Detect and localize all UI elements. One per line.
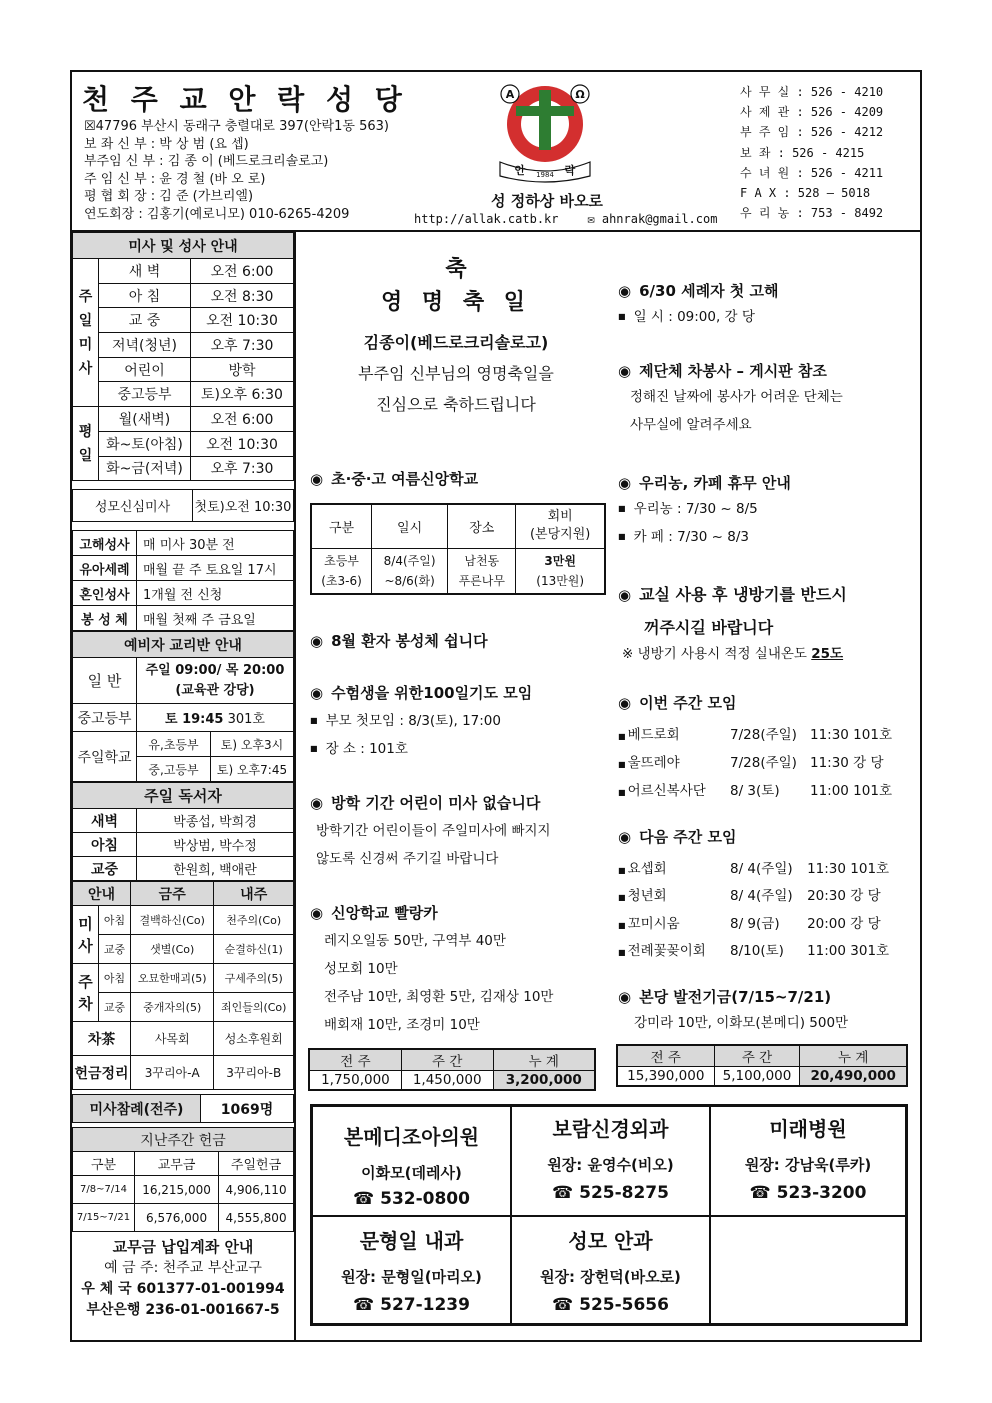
total-value: 1,450,000 [401,1071,493,1090]
ad-doctor: 원장: 문형일(마리오) [341,1268,482,1286]
mass-name: 새 벽 [99,259,191,284]
vacation-line: 않도록 신경써 주기길 바랍니다 [316,851,499,867]
sacrament-desc: 매 미사 30분 전 [137,531,294,556]
meeting-time: 11:00 301호 [807,943,890,960]
cash-this: 3꾸리아-A [131,1056,214,1090]
mass-time: 오전 6:00 [191,259,294,284]
mass-name: 저녁(청년) [99,333,191,358]
piggy-total-table [308,1048,596,1091]
staff-line: 평 협 회 장 : 김 준 (가브리엘) [84,189,254,204]
mass-name: 중고등부 [99,382,191,407]
ads-grid [310,1104,908,1326]
vacation-notice [310,792,551,873]
meeting-date: 8/10(토) [730,943,784,960]
guide-park-label: 주 차 [73,964,99,1022]
confession-title: ◉ 6/30 세례자 첫 고해 [618,282,779,300]
meeting-name: ■ 요셉회 [618,860,667,877]
contact-web [414,212,717,226]
account-line: 우 체 국 601377-01-001994 [81,1281,285,1298]
catechism-general-time: 주일 09:00/ 목 20:00 (교육관 강당) [137,658,294,704]
meeting-time: 11:30 101호 [809,727,892,743]
confession-item: ■ 일 시 : 09:00, 강 당 [618,303,779,331]
mass-time: 오후 7:30 [191,333,294,358]
logo-text-an: 안 [514,164,526,177]
ad-clinic [710,1106,906,1216]
guide-this: 샛별(Co) [131,935,214,964]
confession-notice [618,280,779,331]
ad-clinic [312,1216,511,1324]
meeting-date: 8/ 4(주일) [730,860,793,877]
email-link[interactable]: ✉ ahnrak@gmail.com [587,212,718,226]
meeting-name: ■ 전례꽃꽂이회 [618,943,706,960]
meeting-date: 8/ 4(주일) [730,888,793,905]
exam-title: ◉ 수험생을 위한100일기도 모임 [310,684,533,702]
camp-cell: 남천동 푸른나무 [448,548,516,594]
offering-header: 구분 [73,1152,135,1176]
sacrament-name: 혼인성사 [73,581,137,606]
offering-dues: 16,215,000 [135,1176,219,1204]
phone-line: 보 좌 : 526 - 4215 [740,145,865,160]
feast-block [306,252,606,415]
mass-name: 화~금(저녁) [99,456,191,481]
heart-mass-time: 첫토)오전 10:30 [193,490,294,522]
main-content [296,232,920,1342]
this-week-table [618,719,908,803]
attendance-value: 1069명 [201,1095,294,1123]
piggy-line: 전주남 10만, 최영환 5만, 김재상 10만 [324,989,554,1005]
meeting-name: ■ 청년회 [618,888,667,905]
sunday-school-label: 주일학교 [73,732,137,782]
ad-phone: ☎ 532-0800 [353,1189,470,1209]
offering-dues: 6,576,000 [135,1204,219,1232]
next-week-title: ◉ 다음 주간 모임 [618,828,737,846]
fund-notice [618,986,848,1037]
heart-mass-name: 성모신심미사 [73,490,193,522]
school-time: 토) 오후3시 [211,732,294,757]
mass-title: 미사 및 성사 안내 [73,233,294,259]
volunteer-line: 정해진 날짜에 봉사가 어려운 단체는 [630,389,843,405]
phone-line: 우 리 농 : 753 - 8492 [740,206,884,221]
meeting-name: ■ 어르신복사단 [618,783,706,799]
total-value: 3,200,000 [493,1071,595,1090]
reader-mass: 아침 [73,833,137,857]
total-value: 5,100,000 [714,1067,800,1086]
meeting-name: ■ 꼬미시움 [618,915,680,932]
meeting-date: 7/28(주일) [730,755,797,771]
meeting-date: 8/ 9(금) [730,915,780,932]
guide-slot: 교중 [99,993,131,1022]
account-title: 교무금 납입계좌 안내 [112,1238,254,1257]
piggy-line: 배회재 10만, 조경미 10만 [324,1017,480,1033]
closure-item: ■ 카 페 : 7/30 ~ 8/3 [618,523,791,551]
meeting-date: 8/ 3(토) [730,783,780,799]
attendance-table [72,1094,294,1123]
phone-line: F A X : 528 – 5018 [740,186,871,201]
this-week-title: ◉ 이번 주간 모임 [618,694,737,712]
this-week-notice [618,692,908,803]
weekday-label: 평 일 [73,407,99,481]
reader-mass: 교중 [73,857,137,881]
piggy-title: ◉ 신앙학교 빨랑카 [310,904,438,922]
feast-line: 진심으로 축하드립니다 [376,395,536,414]
offering-period: 7/15~7/21 [73,1204,135,1232]
catechism-title: 예비자 교리반 안내 [73,632,294,658]
guide-this: 오묘한매괴(5) [131,964,214,993]
reader-names: 한원희, 백애란 [137,857,294,881]
logo-omega: Ω [575,88,585,101]
closure-title: ◉ 우리농, 카페 휴무 안내 [618,474,791,492]
sunday-label: 주 일 미 사 [73,259,99,407]
catechism-general-label: 일 반 [73,658,137,704]
camp-header: 일시 [372,504,448,548]
vacation-line: 방학기간 어린이들이 주일미사에 빠지지 [316,823,551,839]
camp-table [310,503,606,595]
ad-doctor: 원장: 윤영수(비오) [547,1156,674,1174]
camp-cell: 3만원 (13만원) [516,548,605,594]
sacrament-desc: 매월 끝 주 토요일 17시 [137,556,294,581]
guide-this: 결백하신(Co) [131,906,214,935]
logo-alpha: A [505,88,515,101]
offering-title: 지난주간 헌금 [73,1128,294,1152]
fund-total-table [616,1044,908,1087]
piggy-notice [310,902,553,1039]
phone-line: 사 무 실 : 526 - 4210 [740,85,884,99]
ad-name: 보람신경외과 [552,1117,669,1141]
volunteer-notice [618,360,843,439]
cash-label: 헌금정리 [73,1056,131,1090]
phone-line: 사 제 관 : 526 - 4209 [740,105,884,120]
camp-header: 회비 (본당지원) [516,504,605,548]
guide-this: 중개자의(5) [131,993,214,1022]
camp-cell: 8/4(주일) ~8/6(화) [372,548,448,594]
ad-phone: ☎ 527-1239 [353,1295,470,1315]
catechism-youth-time: 토 19:45 301호 [137,704,294,732]
mass-name: 화~토(아침) [99,431,191,456]
total-header: 주 간 [401,1049,493,1071]
offering-sunday: 4,906,110 [219,1176,294,1204]
ad-phone: ☎ 525-5656 [552,1295,669,1315]
catechism-table [72,631,294,782]
phone-line: 수 녀 원 : 526 - 4211 [740,165,884,180]
mass-time: 오전 8:30 [191,283,294,308]
total-value: 20,490,000 [800,1067,907,1086]
fund-title: ◉ 본당 발전기금(7/15~7/21) [618,988,832,1006]
sacrament-desc: 매월 첫째 주 금요일 [137,606,294,631]
offering-header: 교무금 [135,1152,219,1176]
meeting-time: 11:00 101호 [809,783,892,799]
closure-item: ■ 우리농 : 7/30 ~ 8/5 [618,495,791,523]
ad-doctor: 이화모(데레사) [361,1164,462,1182]
ad-doctor: 원장: 강남욱(루카) [744,1156,872,1174]
mass-time: 오전 10:30 [191,431,294,456]
guide-header: 안내 [73,882,131,906]
bulletin-header [72,72,920,232]
church-name: 천 주 교 안 락 성 당 [82,83,408,116]
camp-header: 장소 [448,504,516,548]
patron-saint: 성 정하상 바오로 [491,192,603,210]
ad-name: 문형일 내과 [359,1229,464,1253]
sacrament-table [72,530,294,631]
parish-logo [490,76,600,186]
school-time: 토) 오후7:45 [211,757,294,782]
catechism-youth-label: 중고등부 [73,704,137,732]
total-header: 누 계 [800,1045,907,1067]
closure-notice [618,472,791,551]
sacrament-name: 유아세례 [73,556,137,581]
guide-slot: 아침 [99,906,131,935]
account-line: 부산은행 236-01-001667-5 [86,1302,280,1319]
ad-name: 미래병원 [769,1117,847,1141]
meeting-time: 20:30 강 당 [807,888,881,905]
guide-slot: 교중 [99,935,131,964]
ad-name: 본메디조아의원 [343,1125,480,1149]
guide-slot: 아침 [99,964,131,993]
heart-mass-table [72,489,294,522]
offering-header: 주일헌금 [219,1152,294,1176]
meeting-time: 11:30 강 당 [809,755,884,771]
feast-title: 영 명 축 일 [381,290,531,315]
meeting-name: ■ 베드로회 [618,727,680,743]
offering-table [72,1127,294,1232]
offering-sunday: 4,555,800 [219,1204,294,1232]
meeting-date: 7/28(주일) [730,727,797,743]
sacrament-name: 봉 성 체 [73,606,137,631]
aircon-notice [618,582,847,668]
reader-mass: 새벽 [73,809,137,833]
total-value: 15,390,000 [617,1067,714,1086]
feast-badge: 축 [445,257,467,282]
staff-line: 주 임 신 부 : 윤 경 철 (바 오 로) [84,171,266,187]
tea-next: 성소후원회 [214,1022,294,1056]
exam-item: ■ 장 소 : 101호 [310,735,532,763]
staff-line: 연도회장 : 김홍기(예로니모) 010-6265-4209 [84,206,350,222]
ad-clinic [312,1106,511,1216]
camp-title: ◉ 초·중·고 여름신앙학교 [310,470,479,488]
aircon-title: ◉ 교실 사용 후 냉방기를 반드시 [618,585,847,604]
ad-phone: ☎ 525-8275 [552,1183,669,1203]
mass-time: 오전 6:00 [191,407,294,432]
account-line: 예 금 주: 천주교 부산교구 [104,1260,262,1277]
total-header: 누 계 [493,1049,595,1071]
left-column [72,232,296,1342]
phone-list [740,82,883,223]
feast-name: 김종이(베드로크리솔로고) [363,333,549,352]
next-week-notice [618,826,908,963]
total-header: 주 간 [714,1045,800,1067]
volunteer-title: ◉ 제단체 차봉사 – 게시판 참조 [618,362,827,380]
sick-title: ◉ 8월 환자 봉성체 쉽니다 [310,632,488,650]
attendance-label: 미사참례(전주) [73,1095,201,1123]
readers-title: 주일 독서자 [73,783,294,809]
meeting-name: ■ 울뜨레야 [618,755,680,771]
reader-names: 박종섭, 박희경 [137,809,294,833]
aircon-title-2: 꺼주시길 바랍니다 [644,618,774,637]
mass-name: 어린이 [99,357,191,382]
meeting-time: 20:00 강 당 [807,915,881,932]
fund-line: 강미라 10만, 이화모(본메디) 500만 [634,1015,849,1031]
logo-text-rak: 락 [564,164,576,177]
phone-line: 부 주 임 : 526 - 4212 [740,125,884,140]
mass-time: 토)오후 6:30 [191,382,294,407]
guide-next: 구세주의(5) [214,964,294,993]
meeting-time: 11:30 101호 [807,860,890,877]
vacation-title: ◉ 방학 기간 어린이 미사 없습니다 [310,794,541,812]
mass-time: 오전 10:30 [191,308,294,333]
bulletin-page [70,70,922,1342]
ad-name: 성모 안과 [568,1229,653,1253]
reader-names: 박상범, 박수정 [137,833,294,857]
school-name: 유,초등부 [137,732,211,757]
account-box [72,1236,294,1321]
feast-line: 부주임 신부님의 영명축일을 [358,364,554,383]
mass-schedule-table [72,232,294,481]
guide-next: 천주의(Co) [214,906,294,935]
school-name: 중,고등부 [137,757,211,782]
tea-label: 차茶 [73,1022,131,1056]
guide-header: 금주 [131,882,214,906]
piggy-line: 성모회 10만 [324,961,398,977]
next-week-table [618,853,908,963]
ad-empty-slot [710,1216,906,1324]
guide-next: 순결하신(1) [214,935,294,964]
guide-mass-label: 미 사 [73,906,99,964]
ad-doctor: 원장: 장헌덕(바오로) [540,1268,681,1286]
camp-notice [310,468,606,595]
exam-item: ■ 부모 첫모임 : 8/3(토), 17:00 [310,707,532,735]
volunteer-line: 사무실에 알려주세요 [630,417,752,433]
mass-time: 오후 7:30 [191,456,294,481]
logo-year: 1984 [536,171,554,179]
piggy-line: 레지오일동 50만, 구역부 40만 [324,933,506,949]
sacrament-name: 고해성사 [73,531,137,556]
sacrament-desc: 1개월 전 신청 [137,581,294,606]
mass-name: 월(새벽) [99,407,191,432]
tea-this: 사목회 [131,1022,214,1056]
offering-period: 7/8~7/14 [73,1176,135,1204]
readers-table [72,782,294,881]
guide-table [72,881,294,1090]
church-info [84,118,389,223]
website-link[interactable]: http://allak.catb.kr [414,212,559,226]
staff-line: 보 좌 신 부 : 박 상 범 (요 셉) [84,136,249,152]
exam-notice [310,682,532,763]
ad-clinic [511,1216,710,1324]
total-header: 전 주 [617,1045,714,1067]
staff-line: 부주임 신 부 : 김 종 이 (베드로크리솔로고) [84,154,329,169]
sick-notice [310,630,488,651]
total-value: 1,750,000 [309,1071,401,1090]
camp-cell: 초등부 (초3-6) [311,548,372,594]
camp-header: 구분 [311,504,372,548]
aircon-note: ※ 냉방기 사용시 적정 실내온도 25도 [622,646,844,662]
ad-phone: ☎ 523-3200 [749,1183,867,1203]
church-address: ☒47796 부산시 동래구 충렬대로 397(안락1동 563) [84,119,389,134]
ad-clinic [511,1106,710,1216]
mass-name: 교 중 [99,308,191,333]
mass-time: 방학 [191,357,294,382]
cash-next: 3꾸리아-B [214,1056,294,1090]
guide-header: 내주 [214,882,294,906]
mass-name: 아 침 [99,283,191,308]
guide-next: 죄인들의(Co) [214,993,294,1022]
total-header: 전 주 [309,1049,401,1071]
